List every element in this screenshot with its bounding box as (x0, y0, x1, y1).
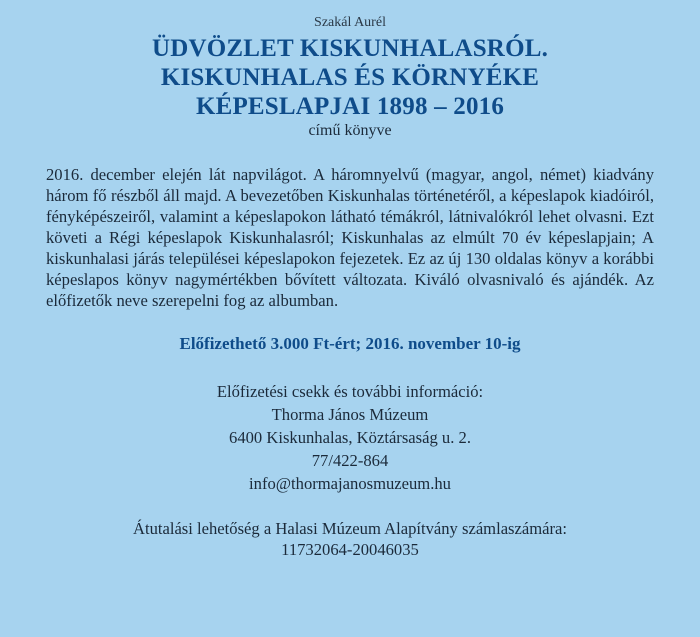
contact-institution: Thorma János Múzeum (271, 405, 429, 424)
transfer-heading: Átutalási lehetőség a Halasi Múzeum Alapítvány számlaszámára: (132, 519, 568, 538)
title-line-3: KÉPESLAPJAI 1898 – 2016 (195, 93, 505, 120)
book-title (46, 34, 654, 121)
description-paragraph: 2016. december elején lát napvilágot. A háromnyelvű (magyar, angol, német) kiadvány három fő részből áll majd. A bevezetőben Kiskunhalas történetéről, a képeslapok kiadóiról, fényképészeiről, valamint a képeslapokon látható témákról, látnivalókról lehet olvasni. Ezt követi a Régi képeslapok Kiskunhalasról; Kiskunhalas az elmúlt 70 év képeslapjain; A kiskunhalasi járás települései képeslapokon fejezetek. Ez az új 130 oldalas könyv a korábbi képeslapos könyv nagymértékben bővített változata. Kiváló olvasnivaló és ajándék. Az előfizetők neve szerepelni fog az albumban. (46, 165, 654, 310)
book-subtitle: című könyve (308, 122, 392, 139)
contact-address: 6400 Kiskunhalas, Köztársaság u. 2. (229, 428, 471, 447)
title-line-1: ÜDVÖZLET KISKUNHALASRÓL. (151, 35, 549, 62)
author-name: Szakál Aurél (314, 15, 386, 30)
contact-heading: Előfizetési csekk és további információ: (216, 382, 484, 401)
title-line-2: KISKUNHALAS ÉS KÖRNYÉKE (160, 64, 540, 91)
contact-phone: 77/422-864 (311, 451, 389, 470)
subscription-info: Előfizethető 3.000 Ft-ért; 2016. november 10-ig (179, 334, 521, 353)
contact-email: info@thormajanosmuzeum.hu (249, 474, 451, 493)
contact-block (46, 380, 654, 495)
account-number: 11732064-20046035 (281, 540, 419, 559)
transfer-block (46, 518, 654, 560)
